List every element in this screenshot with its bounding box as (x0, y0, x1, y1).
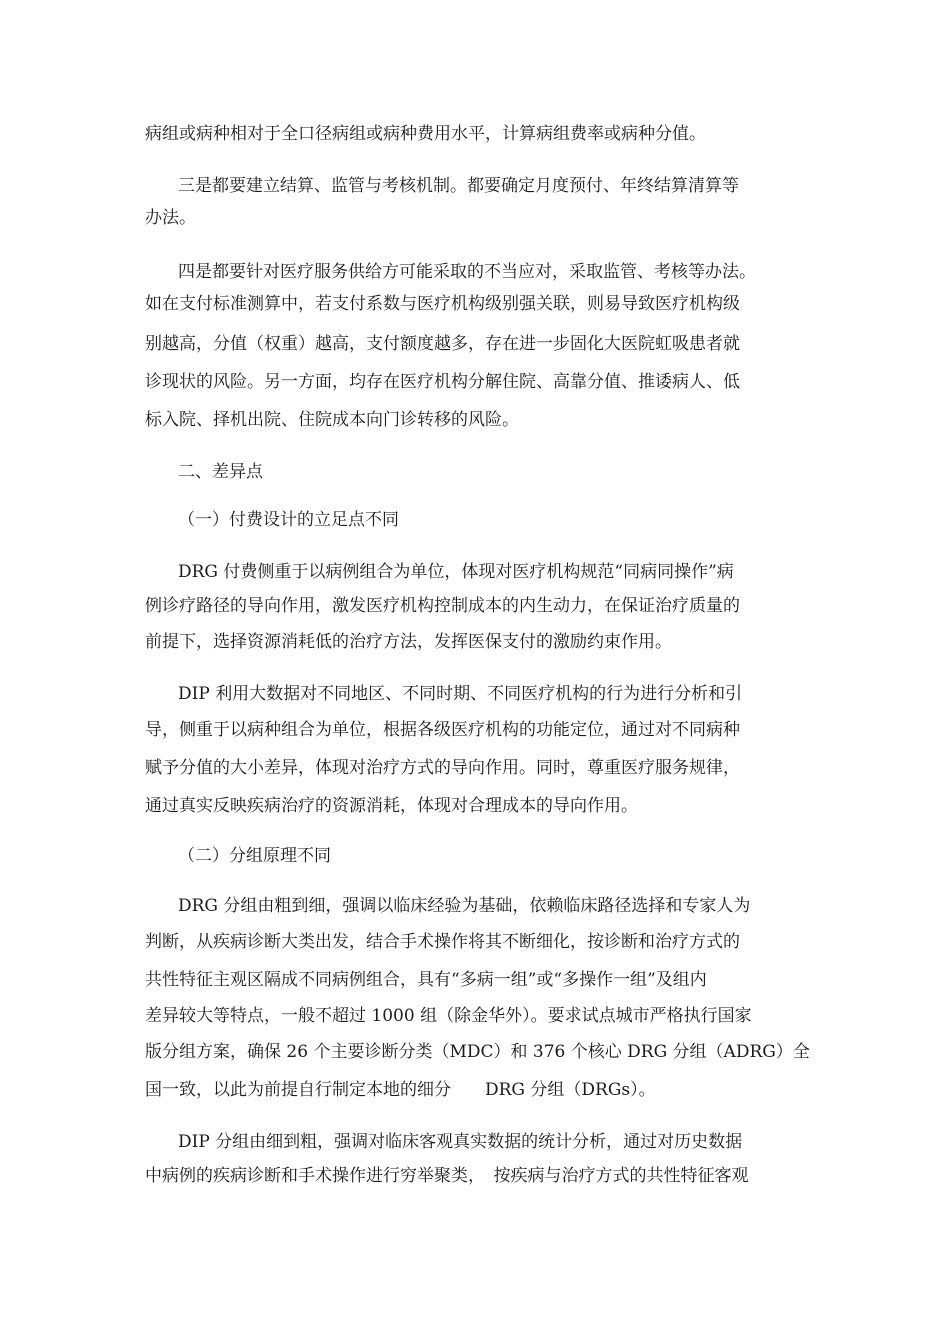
text-line: 版分组方案，确保 26 个主要诊断分类（MDC）和 376 个核心 DRG 分组（ADRG）全 (145, 1042, 810, 1062)
text-line: DIP 利用大数据对不同地区、不同时期、不同医疗机构的行为进行分析和引 (178, 684, 743, 704)
text-line: 三是都要建立结算、监管与考核机制。都要确定月度预付、年终结算清算等 (178, 176, 739, 196)
text-line: 导，侧重于以病种组合为单位，根据各级医疗机构的功能定位，通过对不同病种 (145, 720, 740, 740)
text-line: 赋予分值的大小差异，体现对治疗方式的导向作用。同时，尊重医疗服务规律， (145, 758, 740, 778)
text-line: 前提下，选择资源消耗低的治疗方法，发挥医保支付的激励约束作用。 (145, 632, 672, 652)
text-line: 共性特征主观区隔成不同病例组合，具有“多病一组”或“多操作一组”及组内 (145, 970, 707, 990)
text-line: 国一致，以此为前提自行制定本地的细分 DRG 分组（DRGs）。 (145, 1080, 656, 1100)
text-line: 通过真实反映疾病治疗的资源消耗，体现对合理成本的导向作用。 (145, 796, 638, 816)
text-line: 诊现状的风险。另一方面，均存在医疗机构分解住院、高靠分值、推诿病人、低 (145, 372, 740, 392)
text-line: 病组或病种相对于全口径病组或病种费用水平，计算病组费率或病种分值。 (145, 124, 706, 144)
text-line: 判断，从疾病诊断大类出发，结合手术操作将其不断细化，按诊断和治疗方式的 (145, 932, 740, 952)
text-line: 差异较大等特点，一般不超过 1000 组（除金华外）。要求试点城市严格执行国家 (145, 1006, 752, 1026)
text-line: 四是都要针对医疗服务供给方可能采取的不当应对，采取监管、考核等办法。 (178, 262, 756, 282)
text-line: 别越高，分值（权重）越高，支付额度越多，存在进一步固化大医院虹吸患者就 (145, 334, 740, 354)
text-line: 例诊疗路径的导向作用，激发医疗机构控制成本的内生动力，在保证治疗质量的 (145, 596, 740, 616)
text-line: 中病例的疾病诊断和手术操作进行穷举聚类， 按疾病与治疗方式的共性特征客观 (145, 1166, 749, 1186)
subsection-heading: （一）付费设计的立足点不同 (178, 510, 399, 530)
text-line: DIP 分组由细到粗，强调对临床客观真实数据的统计分析，通过对历史数据 (178, 1132, 743, 1152)
subsection-heading: （二）分组原理不同 (178, 846, 331, 866)
text-line: 办法。 (145, 208, 196, 228)
text-line: DRG 付费侧重于以病例组合为单位，体现对医疗机构规范“同病同操作”病 (178, 562, 734, 582)
text-line: 如在支付标准测算中，若支付系数与医疗机构级别强关联，则易导致医疗机构级 (145, 294, 740, 314)
text-line: 标入院、择机出院、住院成本向门诊转移的风险。 (145, 410, 519, 430)
text-line: DRG 分组由粗到细，强调以临床经验为基础，依赖临床路径选择和专家人为 (178, 896, 751, 916)
section-heading: 二、差异点 (178, 462, 263, 482)
